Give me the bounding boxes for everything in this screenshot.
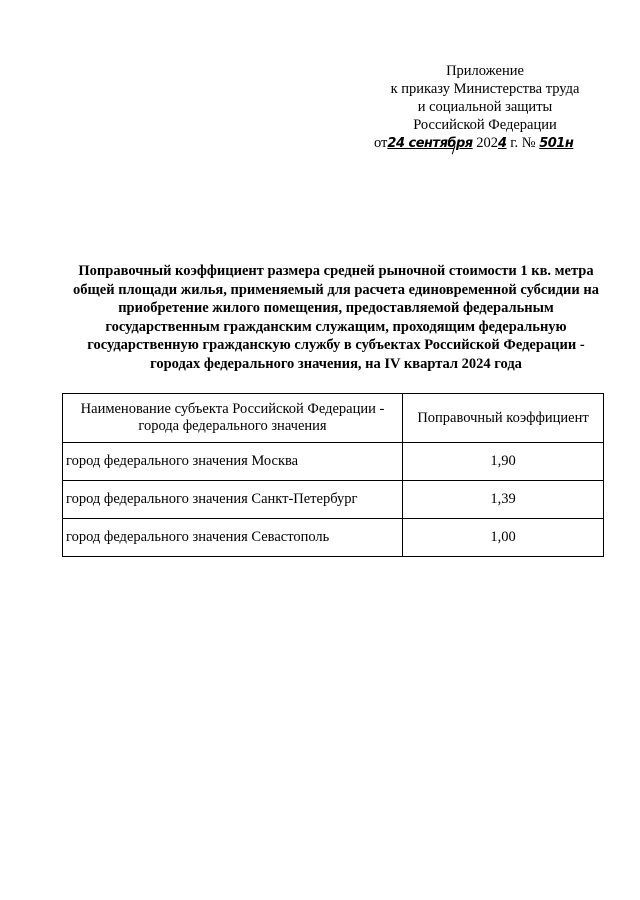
table-row	[63, 443, 604, 481]
order-date-number-line	[360, 134, 610, 153]
coefficient-value-cell: 1,00	[403, 519, 604, 557]
ministry-line: и социальной защиты	[417, 99, 553, 115]
coefficient-table	[62, 393, 604, 557]
pen-stroke-mark	[452, 145, 460, 155]
handwritten-date: 24 сентября	[387, 136, 473, 151]
column-header-subject: Наименование субъекта Российской Федерации - города федерального значения	[63, 394, 403, 443]
year-prefix: 202	[476, 135, 499, 151]
table-row	[63, 519, 604, 557]
coefficient-value-cell: 1,39	[403, 481, 604, 519]
year-suffix: г.	[510, 135, 519, 151]
table-row	[63, 481, 604, 519]
document-header	[360, 62, 610, 153]
document-title: Поправочный коэффициент размера средней рыночной стоимости 1 кв. метра общей площади жилья, применяемый для расчета единовременной субсидии на приобретение жилого помещения, предоставляемой федеральным государственным гражданским служащим, проходящим федеральную государственную гражданскую службу в субъектах Российской Федерации - городах федерального значения, на IV квартал 2024 года	[73, 263, 599, 372]
subject-name-cell: город федерального значения Санкт-Петербург	[63, 481, 403, 519]
handwritten-year-digit: 4	[498, 136, 507, 151]
date-prefix: от	[374, 135, 388, 151]
federation-line: Российской Федерации	[413, 117, 557, 133]
subject-name-cell: город федерального значения Севастополь	[63, 519, 403, 557]
coefficient-value-cell: 1,90	[403, 443, 604, 481]
number-sign: №	[521, 135, 536, 151]
handwritten-order-number: 501н	[539, 136, 574, 151]
column-header-coefficient: Поправочный коэффициент	[403, 394, 604, 443]
order-ref-line: к приказу Министерства труда	[390, 81, 580, 97]
subject-name-cell: город федерального значения Москва	[63, 443, 403, 481]
appendix-label: Приложение	[446, 63, 524, 79]
table-header-row	[63, 394, 604, 443]
